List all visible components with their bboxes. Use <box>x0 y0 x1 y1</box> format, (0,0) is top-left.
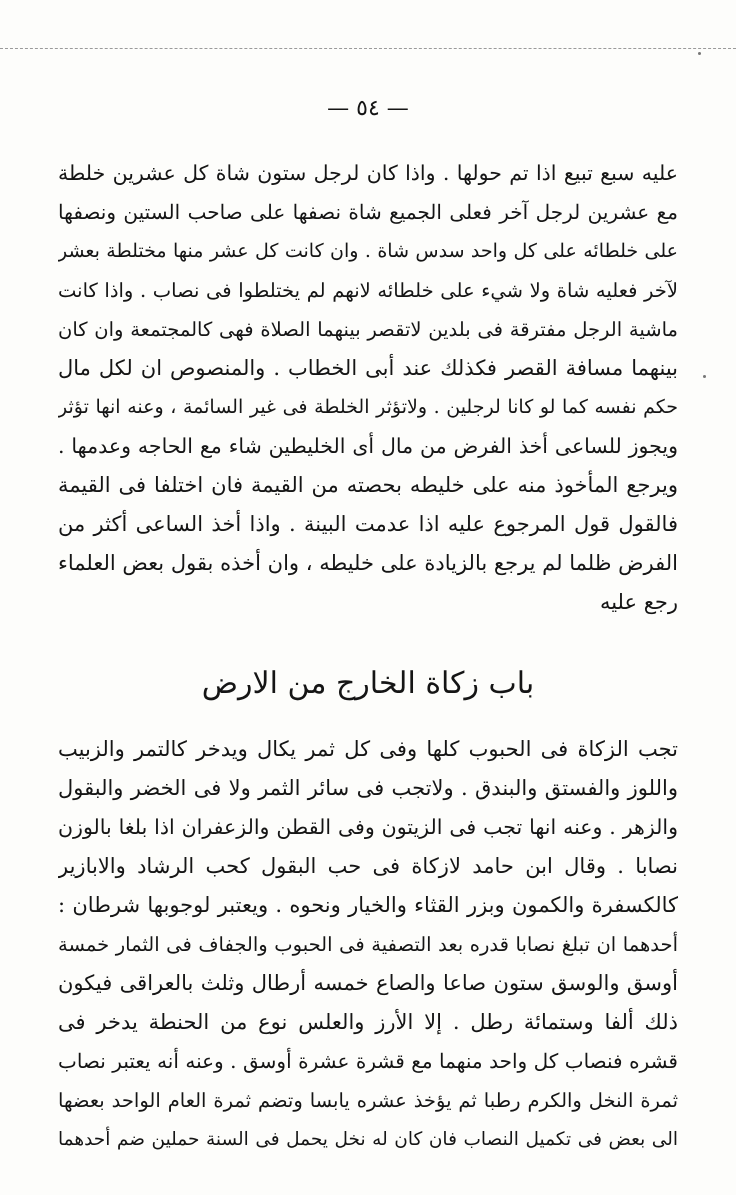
text-line: أوسق والوسق ستون صاعا والصاع خمسه أرطال وثلث بالعراقى فيكون <box>58 971 678 995</box>
text-line: بينهما مسافة القصر فكذلك عند أبى الخطاب . والمنصوص ان لكل مال <box>58 356 678 380</box>
text-line: أحدهما ان تبلغ نصابا قدره بعد التصفية فى الحبوب والجفاف فى الثمار خمسة <box>58 933 678 956</box>
text-line: مع عشرين لرجل آخر فعلى الجميع شاة نصفها على صاحب الستين ونصفها <box>58 200 678 224</box>
ink-speck <box>698 52 701 55</box>
text-line: والزهر . وعنه انها تجب فى الزيتون وفى القطن والزعفران اذا بلغا بالوزن <box>58 815 678 839</box>
top-border-rule <box>0 48 736 49</box>
paragraph-zakat-crops <box>58 730 678 1159</box>
text-line: نصابا . وقال ابن حامد لازكاة فى حب البقول كحب الرشاد والابازير <box>58 854 678 878</box>
text-line: الفرض ظلما لم يرجع بالزيادة على خليطه ، وان أخذه بقول بعض العلماء <box>58 551 678 575</box>
text-line: ويرجع المأخوذ منه على خليطه بحصته من القيمة فان اختلفا فى القيمة <box>58 473 678 497</box>
text-line: ويجوز للساعى أخذ الفرض من مال أى الخليطين شاء مع الحاجه وعدمها . <box>58 434 678 458</box>
text-line: فالقول قول المرجوع عليه اذا عدمت البينة . واذا أخذ الساعى أكثر من <box>58 512 678 536</box>
text-line: قشره فنصاب كل واحد منهما مع قشرة عشرة أوسق . وعنه أنه يعتبر نصاب <box>58 1049 678 1073</box>
text-line: الى بعض فى تكميل النصاب فان كان له نخل يحمل فى السنة حملين ضم أحدهما <box>58 1129 678 1150</box>
text-line: تجب الزكاة فى الحبوب كلها وفى كل ثمر يكال ويدخر كالتمر والزبيب <box>58 737 678 761</box>
text-line: واللوز والفستق والبندق . ولاتجب فى سائر الثمر ولا فى الخضر والبقول <box>58 776 678 800</box>
text-line: على خلطائه على كل واحد سدس شاة . وان كانت كل عشر منها مختلطة بعشر <box>58 240 678 262</box>
chapter-heading: باب زكاة الخارج من الارض <box>201 666 535 701</box>
text-line: كالكسفرة والكمون وبزر القثاء والخيار ونحوه . ويعتبر لوجوبها شرطان : <box>58 893 678 917</box>
ink-speck <box>703 375 706 378</box>
page-number: — ٥٤ — <box>327 96 409 121</box>
text-line: عليه سبع تبيع اذا تم حولها . واذا كان لرجل ستون شاة كل عشرين خلطة <box>58 161 678 185</box>
text-line: لآخر فعليه شاة ولا شيء على خلطائه لانهم لم يختلطوا فى نصاب . واذا كانت <box>58 279 678 302</box>
paragraph-zakat-khultah <box>58 154 678 622</box>
text-line: ذلك ألفا وستمائة رطل . إلا الأرز والعلس نوع من الحنطة يدخر فى <box>58 1010 678 1034</box>
text-line: ثمرة النخل والكرم رطبا ثم يؤخذ عشره يابسا وتضم ثمرة العام الواحد بعضها <box>58 1089 678 1112</box>
text-line: حكم نفسه كما لو كانا لرجلين . ولاتؤثر الخلطة فى غير السائمة ، وعنه انها تؤثر <box>58 396 678 418</box>
text-line: رجع عليه <box>599 590 678 614</box>
text-line: ماشية الرجل مفترقة فى بلدين لاتقصر بينهما الصلاة فهى كالمجتمعة وان كان <box>58 318 678 341</box>
